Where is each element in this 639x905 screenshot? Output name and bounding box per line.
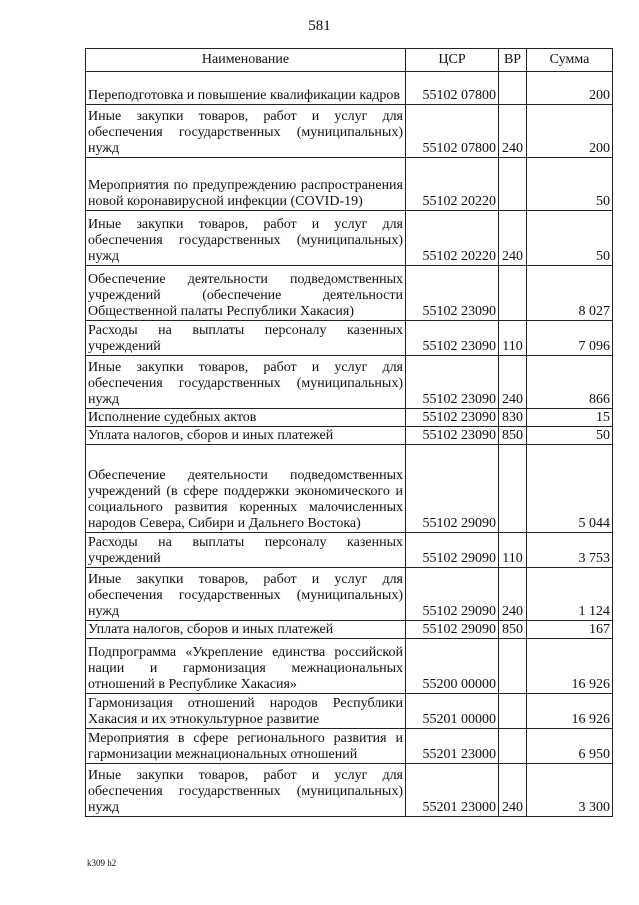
- cell-vr: [499, 694, 527, 729]
- cell-sum: 6 950: [527, 729, 613, 764]
- cell-vr: 830: [499, 409, 527, 427]
- page-number: 581: [308, 18, 331, 34]
- table-row: [86, 427, 613, 445]
- cell-vr: [499, 158, 527, 211]
- cell-name: Иные закупки товаров, работ и услуг для обеспечения государственных (муниципальных) нужд: [86, 764, 406, 817]
- table-row: [86, 211, 613, 266]
- cell-name: Обеспечение деятельности подведомственных учреждений (в сфере поддержки экономического и социального развития коренных малочисленных народов Севера, Сибири и Дальнего Востока): [86, 445, 406, 533]
- cell-sum: 5 044: [527, 445, 613, 533]
- cell-csr: 55102 29090: [406, 445, 499, 533]
- cell-sum: 3 753: [527, 533, 613, 568]
- table-row: [86, 533, 613, 568]
- cell-sum: 167: [527, 621, 613, 639]
- cell-name: Мероприятия в сфере регионального развития и гармонизации межнациональных отношений: [86, 729, 406, 764]
- cell-sum: 16 926: [527, 694, 613, 729]
- cell-sum: 15: [527, 409, 613, 427]
- cell-name: Иные закупки товаров, работ и услуг для обеспечения государственных (муниципальных) нужд: [86, 211, 406, 266]
- cell-vr: 850: [499, 427, 527, 445]
- cell-csr: 55102 29090: [406, 533, 499, 568]
- cell-name: Уплата налогов, сборов и иных платежей: [86, 621, 406, 639]
- cell-sum: 50: [527, 211, 613, 266]
- cell-sum: 1 124: [527, 568, 613, 621]
- cell-name: Обеспечение деятельности подведомственных учреждений (обеспечение деятельности Общественной палаты Республики Хакасия): [86, 266, 406, 321]
- table-row: [86, 356, 613, 409]
- cell-vr: [499, 639, 527, 694]
- table-row: [86, 72, 613, 105]
- cell-sum: 50: [527, 158, 613, 211]
- cell-vr: [499, 729, 527, 764]
- cell-csr: 55201 23000: [406, 764, 499, 817]
- cell-vr: 240: [499, 105, 527, 158]
- cell-csr: 55102 23090: [406, 266, 499, 321]
- table-row: [86, 266, 613, 321]
- cell-csr: 55102 23090: [406, 356, 499, 409]
- header-sum: Сумма: [527, 49, 613, 72]
- cell-sum: 7 096: [527, 321, 613, 356]
- cell-name: Исполнение судебных актов: [86, 409, 406, 427]
- footer-code: k309 h2: [87, 858, 117, 868]
- table-row: [86, 639, 613, 694]
- header-csr: ЦСР: [406, 49, 499, 72]
- cell-sum: 50: [527, 427, 613, 445]
- cell-sum: 3 300: [527, 764, 613, 817]
- cell-sum: 200: [527, 105, 613, 158]
- table-row: [86, 105, 613, 158]
- cell-csr: 55102 20220: [406, 158, 499, 211]
- cell-name: Подпрограмма «Укрепление единства российской нации и гармонизация межнациональных отношений в Республике Хакасия»: [86, 639, 406, 694]
- table-header-row: [86, 49, 613, 72]
- cell-csr: 55102 23090: [406, 409, 499, 427]
- cell-name: Расходы на выплаты персоналу казенных учреждений: [86, 533, 406, 568]
- table-row: [86, 409, 613, 427]
- cell-csr: 55102 29090: [406, 621, 499, 639]
- table-row: [86, 621, 613, 639]
- cell-vr: 110: [499, 321, 527, 356]
- table-row: [86, 321, 613, 356]
- cell-vr: [499, 445, 527, 533]
- table-body: [86, 72, 613, 817]
- cell-vr: 240: [499, 764, 527, 817]
- table-row: [86, 694, 613, 729]
- header-name: Наименование: [86, 49, 406, 72]
- cell-vr: 240: [499, 211, 527, 266]
- header-vr: ВР: [499, 49, 527, 72]
- cell-csr: 55102 07800: [406, 72, 499, 105]
- cell-vr: 110: [499, 533, 527, 568]
- cell-vr: [499, 72, 527, 105]
- table-row: [86, 764, 613, 817]
- table-row: [86, 568, 613, 621]
- cell-csr: 55102 20220: [406, 211, 499, 266]
- cell-csr: 55200 00000: [406, 639, 499, 694]
- cell-name: Иные закупки товаров, работ и услуг для обеспечения государственных (муниципальных) нужд: [86, 105, 406, 158]
- cell-csr: 55201 23000: [406, 729, 499, 764]
- cell-name: Иные закупки товаров, работ и услуг для обеспечения государственных (муниципальных) нужд: [86, 568, 406, 621]
- cell-sum: 200: [527, 72, 613, 105]
- cell-csr: 55102 29090: [406, 568, 499, 621]
- cell-name: Иные закупки товаров, работ и услуг для обеспечения государственных (муниципальных) нужд: [86, 356, 406, 409]
- cell-name: Переподготовка и повышение квалификации кадров: [86, 72, 406, 105]
- cell-sum: 8 027: [527, 266, 613, 321]
- cell-vr: 850: [499, 621, 527, 639]
- cell-csr: 55102 23090: [406, 321, 499, 356]
- budget-table: [85, 48, 613, 817]
- cell-name: Расходы на выплаты персоналу казенных учреждений: [86, 321, 406, 356]
- cell-vr: 240: [499, 568, 527, 621]
- cell-csr: 55102 23090: [406, 427, 499, 445]
- cell-name: Гармонизация отношений народов Республики Хакасия и их этнокультурное развитие: [86, 694, 406, 729]
- cell-csr: 55201 00000: [406, 694, 499, 729]
- table-row: [86, 158, 613, 211]
- cell-sum: 16 926: [527, 639, 613, 694]
- cell-vr: [499, 266, 527, 321]
- cell-name: Мероприятия по предупреждению распространения новой коронавирусной инфекции (COVID-19): [86, 158, 406, 211]
- table-row: [86, 729, 613, 764]
- cell-sum: 866: [527, 356, 613, 409]
- table-row: [86, 445, 613, 533]
- cell-name: Уплата налогов, сборов и иных платежей: [86, 427, 406, 445]
- cell-csr: 55102 07800: [406, 105, 499, 158]
- cell-vr: 240: [499, 356, 527, 409]
